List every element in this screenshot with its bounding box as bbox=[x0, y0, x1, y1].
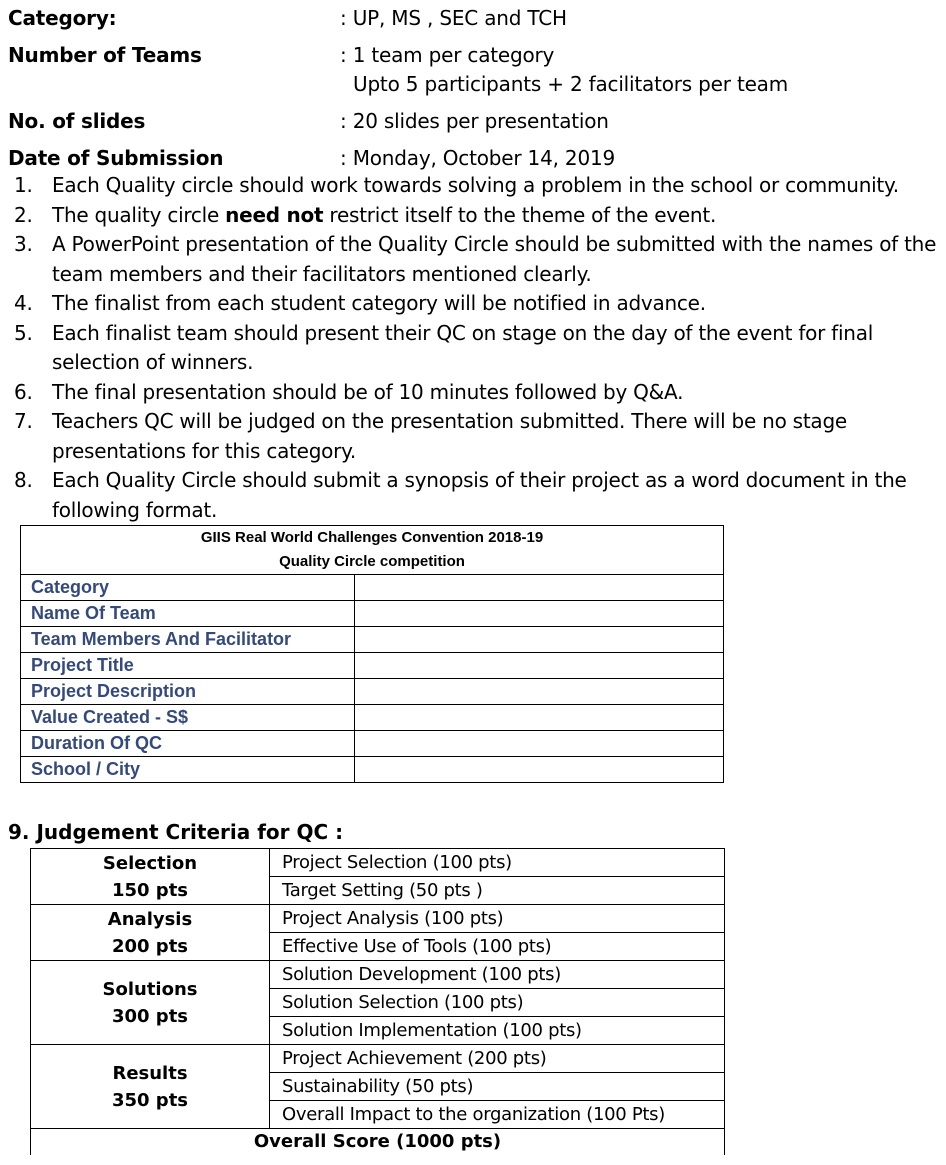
table-row bbox=[31, 905, 725, 933]
rule-item bbox=[0, 378, 946, 408]
rule-number: 1. bbox=[14, 173, 33, 197]
rule-item bbox=[0, 230, 946, 289]
rule-text-cont: selection of winners. bbox=[52, 350, 254, 374]
criteria-category bbox=[31, 1045, 270, 1129]
synopsis-header bbox=[21, 526, 724, 575]
rule-item bbox=[0, 289, 946, 319]
rule-number: 3. bbox=[14, 232, 33, 256]
rule-text-cont: following format. bbox=[52, 497, 218, 522]
rules-list bbox=[0, 171, 946, 525]
criteria-heading: 9. Judgement Criteria for QC : bbox=[8, 820, 344, 844]
field-value[interactable] bbox=[355, 705, 724, 731]
table-row bbox=[21, 757, 724, 783]
field-value[interactable] bbox=[355, 575, 724, 601]
field-label: Project Title bbox=[21, 653, 355, 679]
rule-emphasis: need not bbox=[225, 202, 324, 227]
table-row bbox=[21, 731, 724, 757]
table-row bbox=[21, 705, 724, 731]
field-value[interactable] bbox=[355, 653, 724, 679]
criteria-table bbox=[30, 848, 725, 1155]
field-label: Name Of Team bbox=[21, 601, 355, 627]
field-value[interactable] bbox=[355, 679, 724, 705]
category-points: 300 pts bbox=[111, 1005, 189, 1027]
category-name: Selection bbox=[102, 852, 198, 874]
rule-number: 4. bbox=[14, 291, 33, 315]
teams-value: : 1 team per category bbox=[340, 43, 555, 67]
rule-text: Each Quality circle should work towards solving a problem in the school or community. bbox=[52, 173, 899, 197]
teams-value-detail: Upto 5 participants + 2 facilitators per team bbox=[353, 72, 789, 96]
rule-item bbox=[0, 466, 946, 525]
rule-number: 5. bbox=[14, 320, 33, 345]
table-row bbox=[21, 627, 724, 653]
rule-text: Each Quality Circle should submit a synopsis of their project as a word document in the bbox=[52, 468, 907, 492]
synopsis-table bbox=[20, 525, 724, 783]
rule-item bbox=[0, 407, 946, 466]
criteria-item: Solution Implementation (100 pts) bbox=[270, 1017, 725, 1045]
rule-text: The finalist from each student category will be notified in advance. bbox=[52, 291, 706, 315]
category-points: 200 pts bbox=[111, 935, 189, 957]
table-row bbox=[21, 679, 724, 705]
criteria-item: Effective Use of Tools (100 pts) bbox=[270, 933, 725, 961]
criteria-item: Sustainability (50 pts) bbox=[270, 1073, 725, 1101]
field-value[interactable] bbox=[355, 731, 724, 757]
criteria-category bbox=[31, 849, 270, 905]
criteria-category bbox=[31, 905, 270, 961]
teams-label: Number of Teams bbox=[8, 43, 202, 67]
category-name: Results bbox=[112, 1062, 188, 1084]
table-row bbox=[31, 1045, 725, 1073]
table-row bbox=[21, 653, 724, 679]
table-row bbox=[21, 601, 724, 627]
submission-value: : Monday, October 14, 2019 bbox=[340, 146, 616, 170]
rule-text-cont: presentations for this category. bbox=[52, 438, 356, 463]
rule-text: Each finalist team should present their QC on stage on the day of the event for final bbox=[52, 320, 874, 345]
criteria-category bbox=[31, 961, 270, 1045]
criteria-item: Project Analysis (100 pts) bbox=[270, 905, 725, 933]
criteria-item: Target Setting (50 pts ) bbox=[270, 877, 725, 905]
category-label: Category: bbox=[8, 6, 117, 30]
submission-label: Date of Submission bbox=[8, 146, 224, 170]
rule-number: 7. bbox=[14, 409, 33, 433]
criteria-item: Project Selection (100 pts) bbox=[270, 849, 725, 877]
table-row bbox=[31, 1129, 725, 1156]
field-label: Project Description bbox=[21, 679, 355, 705]
overall-score: Overall Score (1000 pts) bbox=[31, 1129, 725, 1156]
rule-text: Teachers QC will be judged on the presentation submitted. There will be no stage bbox=[52, 409, 847, 433]
rule-item bbox=[0, 171, 946, 201]
category-points: 350 pts bbox=[111, 1089, 189, 1111]
rule-text: A PowerPoint presentation of the Quality Circle should be submitted with the names of the bbox=[52, 232, 937, 256]
rule-item bbox=[0, 201, 946, 231]
slides-label: No. of slides bbox=[8, 109, 146, 133]
field-label: Duration Of QC bbox=[21, 731, 355, 757]
table-row bbox=[31, 961, 725, 989]
table-row bbox=[31, 849, 725, 877]
field-value[interactable] bbox=[355, 627, 724, 653]
rule-number: 2. bbox=[14, 202, 33, 227]
criteria-item: Project Achievement (200 pts) bbox=[270, 1045, 725, 1073]
rule-text: restrict itself to the theme of the event. bbox=[323, 202, 717, 227]
criteria-item: Solution Development (100 pts) bbox=[270, 961, 725, 989]
category-name: Analysis bbox=[107, 908, 193, 930]
field-value[interactable] bbox=[355, 757, 724, 783]
rule-item bbox=[0, 319, 946, 378]
criteria-item: Solution Selection (100 pts) bbox=[270, 989, 725, 1017]
category-value: : UP, MS , SEC and TCH bbox=[340, 6, 567, 30]
table-row bbox=[21, 575, 724, 601]
category-points: 150 pts bbox=[111, 879, 189, 901]
field-label: School / City bbox=[21, 757, 355, 783]
rule-number: 8. bbox=[14, 468, 33, 492]
rule-text-cont: team members and their facilitators mentioned clearly. bbox=[52, 261, 592, 286]
field-label: Category bbox=[21, 575, 355, 601]
category-name: Solutions bbox=[102, 978, 198, 1000]
criteria-item: Overall Impact to the organization (100 Pts) bbox=[270, 1101, 725, 1129]
synopsis-subtitle: Quality Circle competition bbox=[279, 553, 465, 570]
field-label: Value Created - S$ bbox=[21, 705, 355, 731]
rule-text: The final presentation should be of 10 minutes followed by Q&A. bbox=[52, 379, 684, 404]
rule-text: The quality circle bbox=[52, 202, 226, 227]
slides-value: : 20 slides per presentation bbox=[340, 109, 609, 133]
field-value[interactable] bbox=[355, 601, 724, 627]
rule-number: 6. bbox=[14, 379, 33, 404]
field-label: Team Members And Facilitator bbox=[21, 627, 355, 653]
synopsis-title: GIIS Real World Challenges Convention 2018-19 bbox=[200, 529, 544, 546]
